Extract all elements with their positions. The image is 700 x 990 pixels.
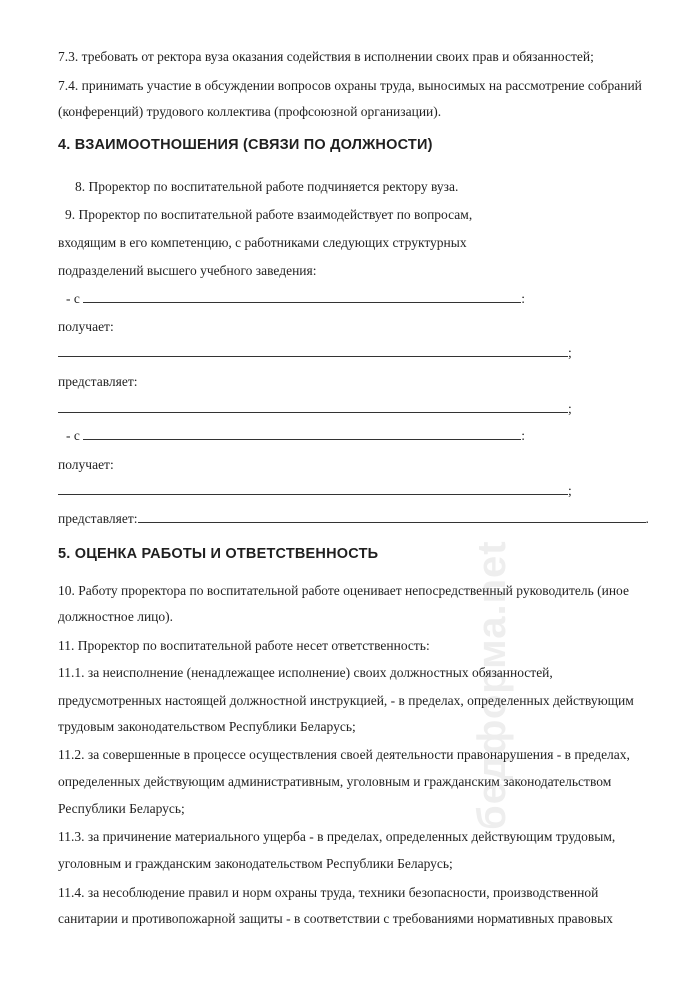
department-1-row [66, 290, 525, 308]
clause-9-line2: входящим в его компетенцию, с работниками следующих структурных [58, 235, 467, 250]
clause-11-2-line1: 11.2. за совершенные в процессе осуществления своей деятельности правонарушения - в пределах, [58, 747, 630, 762]
clause-10-line1: 10. Работу проректора по воспитательной работе оценивает непосредственный руководитель (иное [58, 583, 629, 598]
provides-2-row [58, 510, 649, 528]
receives-label-1: получает: [58, 319, 114, 334]
provides-2-blank[interactable] [138, 510, 646, 523]
clause-10-line2: должностное лицо). [58, 609, 174, 624]
section-4-title: 4. ВЗАИМООТНОШЕНИЯ (СВЯЗИ ПО ДОЛЖНОСТИ) [58, 137, 433, 153]
colon: : [521, 428, 526, 443]
provides-label-1: представляет: [58, 374, 138, 389]
clause-11-3-line1: 11.3. за причинение материального ущерба - в пределах, определенных действующим трудовым, [58, 829, 616, 844]
clause-11: 11. Проректор по воспитательной работе несет ответственность: [58, 638, 430, 653]
clause-11-1-line3: трудовым законодательством Республики Беларусь; [58, 719, 356, 734]
clause-11-4-line1: 11.4. за несоблюдение правил и норм охраны труда, техники безопасности, производственной [58, 885, 599, 900]
provides-label-2: представляет: [58, 511, 138, 526]
receives-label-2: получает: [58, 457, 114, 472]
with-label: - с [66, 291, 80, 306]
provides-1-row [58, 400, 572, 418]
department-2-blank[interactable] [83, 427, 521, 440]
receives-1-row [58, 344, 572, 362]
clause-11-1-line1: 11.1. за неисполнение (ненадлежащее исполнение) своих должностных обязанностей, [58, 665, 553, 680]
clause-11-4-line2: санитарии и противопожарной защиты - в соответствии с требованиями нормативных правовых [58, 911, 613, 926]
clause-11-1-line2: предусмотренных настоящей должностной инструкцией, - в пределах, определенных действующим [58, 693, 634, 708]
clause-8: 8. Проректор по воспитательной работе подчиняется ректору вуза. [75, 179, 459, 194]
department-2-row [66, 427, 525, 445]
clause-9-line3: подразделений высшего учебного заведения: [58, 263, 317, 278]
section-5-title: 5. ОЦЕНКА РАБОТЫ И ОТВЕТСТВЕННОСТЬ [58, 546, 379, 562]
with-label: - с [66, 428, 80, 443]
clause-7-3: 7.3. требовать от ректора вуза оказания содействия в исполнении своих прав и обязанностей; [58, 49, 594, 64]
semicolon: ; [568, 345, 572, 360]
receives-2-blank[interactable] [58, 482, 568, 495]
receives-1-blank[interactable] [58, 344, 568, 357]
provides-1-blank[interactable] [58, 400, 568, 413]
colon: : [521, 291, 526, 306]
clause-7-4-line1: 7.4. принимать участие в обсуждении вопросов охраны труда, выносимых на рассмотрение собраний [58, 78, 642, 93]
receives-2-row [58, 482, 572, 500]
clause-11-3-line2: уголовным и гражданским законодательством Республики Беларусь; [58, 856, 453, 871]
period: . [645, 511, 649, 526]
department-1-blank[interactable] [83, 290, 521, 303]
clause-11-2-line3: Республики Беларусь; [58, 801, 185, 816]
watermark: бедформа.net [470, 540, 514, 830]
clause-11-2-line2: определенных действующим административным, уголовным и гражданским законодательством [58, 774, 612, 789]
semicolon: ; [568, 483, 572, 498]
clause-7-4-line2: (конференций) трудового коллектива (профсоюзной организации). [58, 104, 442, 119]
semicolon: ; [568, 401, 572, 416]
clause-9-line1: 9. Проректор по воспитательной работе взаимодействует по вопросам, [65, 207, 473, 222]
